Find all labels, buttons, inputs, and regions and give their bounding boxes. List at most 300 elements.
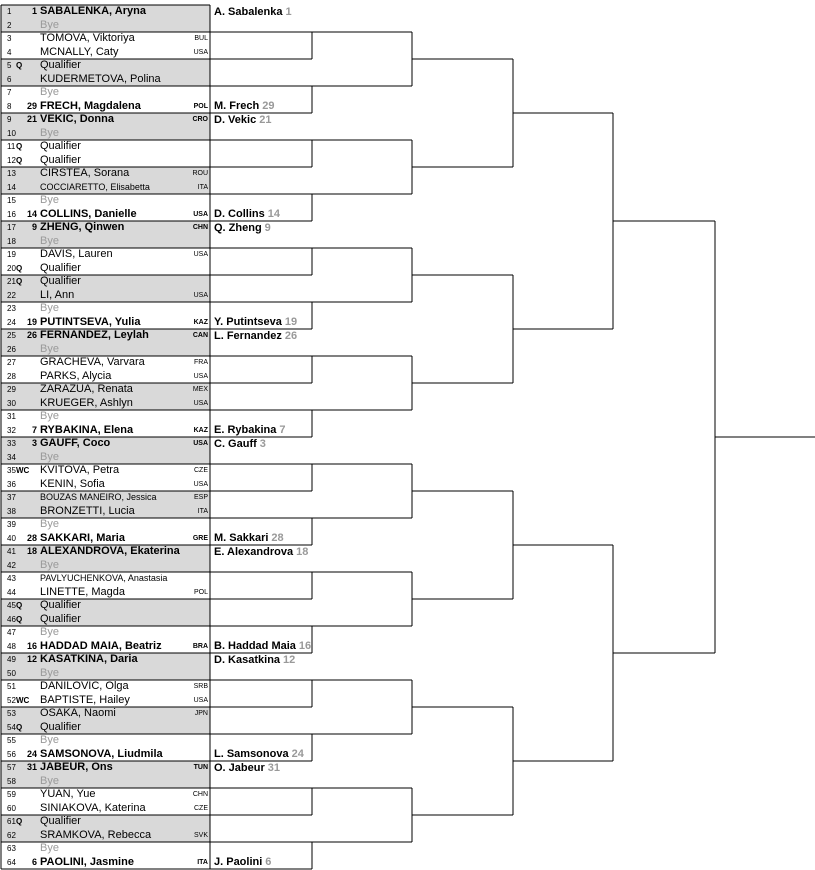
- country-code: CHN: [192, 791, 208, 798]
- winner-name: A. Sabalenka: [214, 6, 283, 18]
- entry-tag: Q: [16, 722, 23, 732]
- player-name: GRACHEVA, Varvara: [40, 356, 145, 368]
- player-name: Qualifier: [40, 275, 81, 287]
- draw-position: 37: [7, 493, 16, 502]
- player-name: ALEXANDROVA, Ekaterina: [40, 545, 180, 557]
- player-name: PAOLINI, Jasmine: [40, 855, 134, 868]
- entry-tag: Q: [16, 817, 23, 826]
- seed-number: 19: [26, 316, 37, 327]
- country-code: ITA: [197, 858, 208, 866]
- draw-entry: [1, 680, 210, 693]
- player-name: Bye: [40, 18, 59, 31]
- player-name: DAVIS, Lauren: [40, 248, 113, 260]
- winner-name: Q. Zheng: [214, 222, 262, 234]
- draw-entry: [1, 46, 210, 59]
- winner-seed: 19: [284, 316, 298, 328]
- player-name: VEKIC, Donna: [40, 113, 114, 125]
- winner-seed: 1: [285, 6, 292, 18]
- draw-entry: [1, 721, 210, 734]
- draw-entry: [1, 532, 210, 545]
- draw-position: 5: [7, 61, 12, 70]
- country-code: ITA: [197, 507, 208, 515]
- entry-tag: Q: [16, 614, 23, 624]
- draw-entry: [1, 694, 210, 707]
- seed-number: 26: [26, 330, 37, 340]
- winner-seed: 12: [283, 654, 296, 666]
- second-round-player: [214, 639, 311, 653]
- draw-entry: [1, 748, 210, 761]
- player-name: BOUZAS MANEIRO, Jessica: [40, 492, 157, 502]
- draw-entry: [1, 478, 210, 491]
- draw-position: 48: [7, 641, 16, 651]
- player-name: SAKKARI, Maria: [40, 531, 125, 544]
- draw-entry: [1, 194, 210, 207]
- entry-tag: Q: [16, 61, 23, 70]
- player-name: BAPTISTE, Hailey: [40, 693, 130, 706]
- draw-entry: [1, 788, 210, 801]
- draw-position: 4: [7, 47, 12, 57]
- winner-seed: 29: [262, 100, 275, 112]
- player-name: Bye: [40, 774, 59, 787]
- draw-position: 17: [7, 223, 16, 232]
- draw-entry: [1, 761, 210, 774]
- draw-position: 19: [7, 250, 16, 259]
- player-name: Bye: [40, 410, 59, 422]
- player-name: KVITOVA, Petra: [40, 464, 120, 476]
- draw-entry: [1, 86, 210, 99]
- winner-name: M. Frech: [214, 100, 260, 112]
- second-round-player: [214, 315, 297, 329]
- draw-position: 46: [7, 614, 16, 624]
- player-name: KUDERMETOVA, Polina: [40, 72, 161, 85]
- seed-number: 7: [31, 424, 37, 435]
- seed-number: 9: [31, 222, 37, 232]
- draw-entry: [1, 410, 210, 423]
- country-code: POL: [193, 102, 208, 110]
- draw-entry: [1, 302, 210, 315]
- winner-seed: 18: [296, 546, 309, 558]
- draw-position: 49: [7, 655, 16, 664]
- draw-entry: [1, 167, 210, 180]
- draw-position: 47: [7, 628, 16, 637]
- draw-entry: [1, 707, 210, 720]
- draw-entry: [1, 640, 210, 653]
- draw-entry: [1, 829, 210, 842]
- draw-position: 62: [7, 830, 16, 840]
- player-name: Bye: [40, 342, 59, 355]
- winner-name: M. Sakkari: [214, 532, 269, 544]
- draw-entry: [1, 262, 210, 275]
- player-name: Qualifier: [40, 140, 81, 152]
- draw-position: 16: [7, 209, 16, 219]
- draw-position: 13: [7, 169, 16, 178]
- draw-entry: [1, 815, 210, 828]
- draw-position: 51: [7, 682, 16, 691]
- entry-tag: Q: [16, 601, 23, 610]
- draw-entry: [1, 356, 210, 369]
- second-round-player: [214, 207, 280, 221]
- draw-position: 39: [7, 520, 16, 529]
- country-code: USA: [193, 399, 208, 407]
- player-name: TOMOVA, Viktoriya: [40, 32, 135, 44]
- draw-entry: [1, 154, 210, 167]
- player-name: Bye: [40, 558, 59, 571]
- draw-position: 27: [7, 358, 16, 367]
- draw-position: 41: [7, 547, 16, 556]
- country-code: USA: [193, 210, 208, 218]
- second-round-player: [214, 5, 292, 19]
- draw-entry: [1, 613, 210, 626]
- winner-seed: 31: [267, 762, 280, 774]
- draw-entry: [1, 397, 210, 410]
- draw-position: 44: [7, 587, 16, 597]
- player-name: JABEUR, Ons: [40, 761, 113, 773]
- winner-name: C. Gauff: [214, 438, 257, 450]
- player-name: SABALENKA, Aryna: [40, 5, 146, 17]
- player-name: LINETTE, Magda: [40, 585, 125, 598]
- player-name: YUAN, Yue: [40, 788, 96, 800]
- entry-tag: Q: [16, 142, 23, 151]
- player-name: BRONZETTI, Lucia: [40, 504, 135, 517]
- seed-number: 31: [26, 762, 37, 772]
- player-name: OSAKA, Naomi: [40, 707, 116, 719]
- country-code: CZE: [194, 467, 208, 474]
- draw-entry: [1, 19, 210, 32]
- player-name: Qualifier: [40, 720, 81, 733]
- player-name: ZHENG, Qinwen: [40, 221, 125, 233]
- second-round-player: [214, 221, 271, 235]
- country-code: TUN: [193, 764, 208, 771]
- seed-number: 1: [31, 6, 37, 16]
- draw-entry: [1, 586, 210, 599]
- country-code: ITA: [197, 183, 208, 191]
- second-round-player: [214, 437, 266, 451]
- country-code: USA: [193, 48, 208, 56]
- draw-entry: [1, 316, 210, 329]
- draw-entry: [1, 599, 210, 612]
- draw-entry: [1, 505, 210, 518]
- draw-position: 23: [7, 304, 16, 313]
- player-name: Bye: [40, 86, 59, 98]
- draw-position: 53: [7, 709, 16, 718]
- draw-entry: [1, 248, 210, 261]
- draw-position: 57: [7, 763, 16, 772]
- draw-entry: [1, 491, 210, 504]
- draw-entry: [1, 559, 210, 572]
- draw-position: 20: [7, 263, 16, 273]
- winner-seed: 28: [271, 532, 284, 544]
- country-code: USA: [193, 440, 208, 447]
- second-round-player: [214, 545, 308, 559]
- draw-entry: [1, 289, 210, 302]
- draw-entry: [1, 653, 210, 666]
- draw-position: 26: [7, 344, 16, 354]
- player-name: LI, Ann: [40, 288, 75, 301]
- draw-entry: [1, 370, 210, 383]
- player-name: Bye: [40, 194, 59, 206]
- draw-position: 60: [7, 803, 16, 813]
- draw-position: 35: [7, 466, 16, 475]
- country-code: FRA: [194, 359, 208, 366]
- winner-name: D. Vekic: [214, 114, 257, 126]
- draw-entry: [1, 545, 210, 558]
- draw-entry: [1, 667, 210, 680]
- draw-position: 10: [7, 128, 16, 138]
- winner-name: D. Kasatkina: [214, 654, 281, 666]
- draw-position: 15: [7, 196, 16, 205]
- player-name: Bye: [40, 234, 59, 247]
- player-name: ZARAZUA, Renata: [40, 383, 133, 395]
- winner-name: J. Paolini: [214, 856, 263, 868]
- player-name: FERNANDEZ, Leylah: [40, 329, 149, 341]
- draw-position: 54: [7, 722, 16, 732]
- draw-entry: [1, 464, 210, 477]
- draw-entry: [1, 221, 210, 234]
- draw-position: 42: [7, 560, 16, 570]
- player-name: Qualifier: [40, 153, 81, 166]
- second-round-player: [214, 423, 285, 437]
- seed-number: 12: [26, 654, 37, 664]
- draw-position: 50: [7, 668, 16, 678]
- country-code: MEX: [192, 386, 208, 393]
- player-name: COLLINS, Danielle: [40, 207, 137, 220]
- winner-name: D. Collins: [214, 208, 265, 220]
- draw-entry: [1, 842, 210, 855]
- draw-position: 36: [7, 479, 16, 489]
- draw-position: 24: [7, 317, 16, 327]
- country-code: KAZ: [193, 426, 208, 434]
- player-name: GAUFF, Coco: [40, 437, 111, 449]
- draw-position: 61: [7, 817, 16, 826]
- draw-position: 22: [7, 290, 16, 300]
- draw-position: 38: [7, 506, 16, 516]
- country-code: JPN: [194, 710, 208, 717]
- second-round-player: [214, 531, 284, 545]
- draw-position: 59: [7, 790, 16, 799]
- seed-number: 16: [26, 640, 37, 651]
- player-name: KRUEGER, Ashlyn: [40, 396, 133, 409]
- player-name: SAMSONOVA, Liudmila: [40, 747, 163, 760]
- country-code: USA: [193, 696, 208, 704]
- draw-entry: [1, 181, 210, 194]
- draw-position: 29: [7, 385, 16, 394]
- draw-entry: [1, 775, 210, 788]
- country-code: POL: [193, 588, 208, 596]
- draw-entry: [1, 5, 210, 18]
- winner-seed: 6: [265, 856, 272, 868]
- draw-entry: [1, 208, 210, 221]
- player-name: Bye: [40, 842, 59, 854]
- seed-number: 18: [26, 546, 37, 556]
- winner-seed: 16: [298, 640, 312, 652]
- player-name: Bye: [40, 734, 59, 746]
- winner-name: Y. Putintseva: [214, 316, 282, 328]
- country-code: CAN: [192, 332, 208, 339]
- draw-entry: [1, 343, 210, 356]
- seed-number: 21: [26, 114, 37, 124]
- entry-tag: WC: [16, 695, 30, 705]
- draw-position: 58: [7, 776, 16, 786]
- player-name: HADDAD MAIA, Beatriz: [40, 639, 162, 652]
- player-name: PUTINTSEVA, Yulia: [40, 315, 141, 328]
- draw-entry: [1, 437, 210, 450]
- winner-seed: 3: [259, 438, 266, 450]
- entry-tag: Q: [16, 155, 23, 165]
- player-name: Qualifier: [40, 599, 81, 611]
- country-code: BRA: [192, 642, 208, 650]
- seed-number: 29: [26, 100, 37, 111]
- country-code: BUL: [194, 35, 208, 42]
- second-round-player: [214, 747, 304, 761]
- winner-name: L. Fernandez: [214, 330, 282, 342]
- player-name: KENIN, Sofia: [40, 477, 105, 490]
- country-code: GRE: [192, 534, 208, 542]
- country-code: USA: [193, 251, 208, 258]
- draw-entry: [1, 626, 210, 639]
- draw-position: 43: [7, 574, 16, 583]
- seed-number: 14: [26, 208, 37, 219]
- draw-entry: [1, 73, 210, 86]
- seed-number: 28: [26, 532, 37, 543]
- second-round-player: [214, 653, 295, 667]
- draw-position: 11: [7, 142, 16, 151]
- player-name: RYBAKINA, Elena: [40, 423, 134, 436]
- second-round-player: [214, 329, 297, 343]
- draw-position: 21: [7, 277, 16, 286]
- entry-tag: Q: [16, 277, 23, 286]
- player-name: DANILOVIC, Olga: [40, 680, 129, 692]
- winner-name: L. Samsonova: [214, 748, 289, 760]
- player-name: Qualifier: [40, 612, 81, 625]
- player-name: PARKS, Alycia: [40, 369, 112, 382]
- player-name: Qualifier: [40, 59, 81, 71]
- draw-entry: [1, 329, 210, 342]
- second-round-player: [214, 761, 280, 775]
- entry-tag: WC: [16, 466, 30, 475]
- draw-position: 40: [7, 533, 16, 543]
- country-code: CHN: [192, 224, 208, 231]
- country-code: CRO: [192, 116, 208, 123]
- draw-position: 7: [7, 88, 12, 97]
- draw-position: 18: [7, 236, 16, 246]
- draw-position: 63: [7, 844, 16, 853]
- player-name: Bye: [40, 518, 59, 530]
- player-name: Bye: [40, 666, 59, 679]
- player-name: SINIAKOVA, Katerina: [40, 801, 146, 814]
- winner-name: E. Alexandrova: [214, 546, 294, 558]
- draw-position: 25: [7, 331, 16, 340]
- country-code: SRB: [193, 683, 208, 690]
- player-name: CIRSTEA, Sorana: [40, 167, 130, 179]
- winner-seed: 7: [279, 424, 286, 436]
- player-name: Qualifier: [40, 815, 81, 827]
- second-round-player: [214, 113, 271, 127]
- draw-position: 32: [7, 425, 16, 435]
- player-name: Bye: [40, 126, 59, 139]
- draw-entry: [1, 451, 210, 464]
- country-code: CZE: [194, 804, 208, 812]
- winner-seed: 9: [264, 222, 271, 234]
- country-code: USA: [193, 291, 208, 299]
- draw-entry: [1, 572, 210, 585]
- draw-entry: [1, 140, 210, 153]
- draw-position: 3: [7, 34, 12, 43]
- draw-position: 28: [7, 371, 16, 381]
- draw-position: 8: [7, 101, 12, 111]
- winner-name: B. Haddad Maia: [214, 640, 296, 652]
- country-code: KAZ: [193, 318, 208, 326]
- draw-position: 30: [7, 398, 16, 408]
- player-name: FRECH, Magdalena: [40, 99, 141, 112]
- country-code: USA: [193, 372, 208, 380]
- draw-position: 56: [7, 749, 16, 759]
- second-round-player: [214, 99, 274, 113]
- winner-seed: 14: [267, 208, 280, 220]
- draw-position: 64: [7, 857, 16, 867]
- player-name: Bye: [40, 450, 59, 463]
- player-name: Bye: [40, 626, 59, 638]
- draw-entry: [1, 235, 210, 248]
- draw-entry: [1, 383, 210, 396]
- draw-position: 45: [7, 601, 16, 610]
- draw-entry: [1, 856, 210, 869]
- winner-seed: 21: [259, 114, 272, 126]
- draw-entry: [1, 802, 210, 815]
- draw-position: 6: [7, 74, 12, 84]
- draw-entry: [1, 59, 210, 72]
- seed-number: 6: [31, 856, 37, 867]
- draw-entry: [1, 518, 210, 531]
- country-code: SVK: [193, 831, 208, 839]
- player-name: SRAMKOVA, Rebecca: [40, 828, 152, 841]
- player-name: PAVLYUCHENKOVA, Anastasia: [40, 573, 168, 583]
- draw-entry: [1, 275, 210, 288]
- draw-entry: [1, 424, 210, 437]
- draw-position: 9: [7, 115, 12, 124]
- draw-entry: [1, 127, 210, 140]
- player-name: Bye: [40, 302, 59, 314]
- seed-number: 24: [26, 748, 37, 759]
- seed-number: 3: [31, 438, 37, 448]
- entry-tag: Q: [16, 263, 23, 273]
- country-code: ROU: [192, 170, 208, 177]
- winner-name: O. Jabeur: [214, 762, 265, 774]
- draw-entry: [1, 734, 210, 747]
- winner-seed: 24: [291, 748, 304, 760]
- player-name: Qualifier: [40, 261, 81, 274]
- second-round-player: [214, 855, 271, 869]
- draw-entry: [1, 32, 210, 45]
- draw-position: 1: [7, 7, 12, 16]
- player-name: MCNALLY, Caty: [40, 45, 119, 58]
- draw-position: 2: [7, 20, 12, 30]
- draw-position: 31: [7, 412, 16, 421]
- draw-position: 34: [7, 452, 16, 462]
- draw-position: 55: [7, 736, 16, 745]
- player-name: KASATKINA, Daria: [40, 653, 138, 665]
- draw-entry: [1, 100, 210, 113]
- player-name: COCCIARETTO, Elisabetta: [40, 181, 150, 192]
- winner-seed: 26: [284, 330, 298, 342]
- draw-entry: [1, 113, 210, 126]
- draw-position: 52: [7, 695, 16, 705]
- country-code: USA: [193, 480, 208, 488]
- winner-name: E. Rybakina: [214, 424, 277, 436]
- draw-position: 33: [7, 439, 16, 448]
- draw-position: 12: [7, 155, 16, 165]
- country-code: ESP: [193, 494, 208, 501]
- draw-position: 14: [7, 182, 16, 192]
